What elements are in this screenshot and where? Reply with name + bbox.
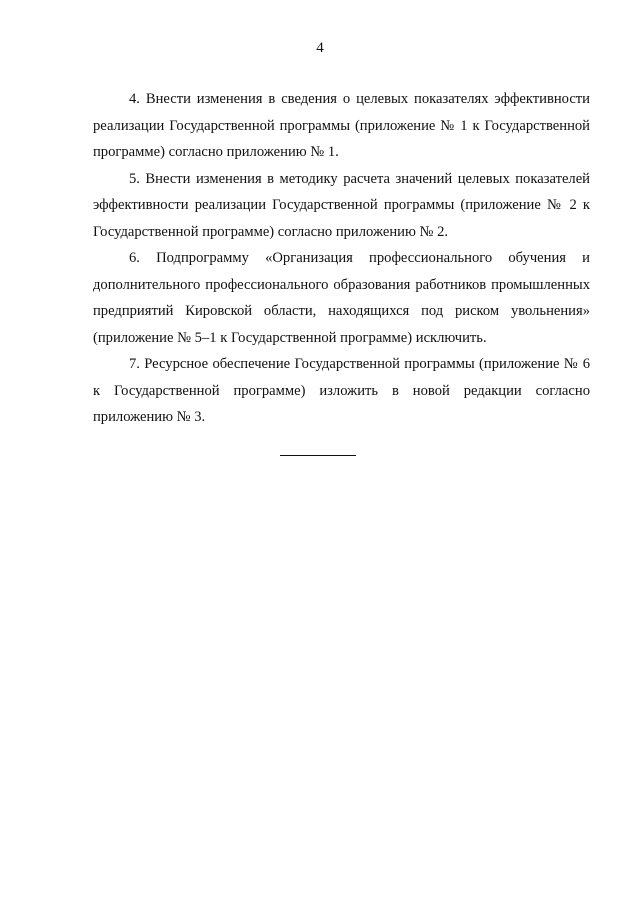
paragraph-item-4: 4. Внести изменения в сведения о целевых показателях эффективности реализации Государственной программы (приложение № 1 к Государственной программе) согласно приложению № 1. xyxy=(93,91,590,160)
paragraph-item-7: 7. Ресурсное обеспечение Государственной программы (приложение № 6 к Государственной программе) изложить в новой редакции согласно приложению № 3. xyxy=(93,356,590,425)
document-body xyxy=(93,86,590,431)
page-number: 4 xyxy=(316,40,324,56)
paragraph-item-6: 6. Подпрограмму «Организация профессионального обучения и дополнительного профессионального образования работников промышленных предприятий Кировской области, находящихся под риском увольнения» (приложение № 5–1 к Государственной программе) исключить. xyxy=(93,250,590,346)
paragraph-item-5: 5. Внести изменения в методику расчета значений целевых показателей эффективности реализации Государственной программы (приложение № 2 к Государственной программе) согласно приложению № 2. xyxy=(93,170,590,240)
end-divider xyxy=(280,455,356,456)
